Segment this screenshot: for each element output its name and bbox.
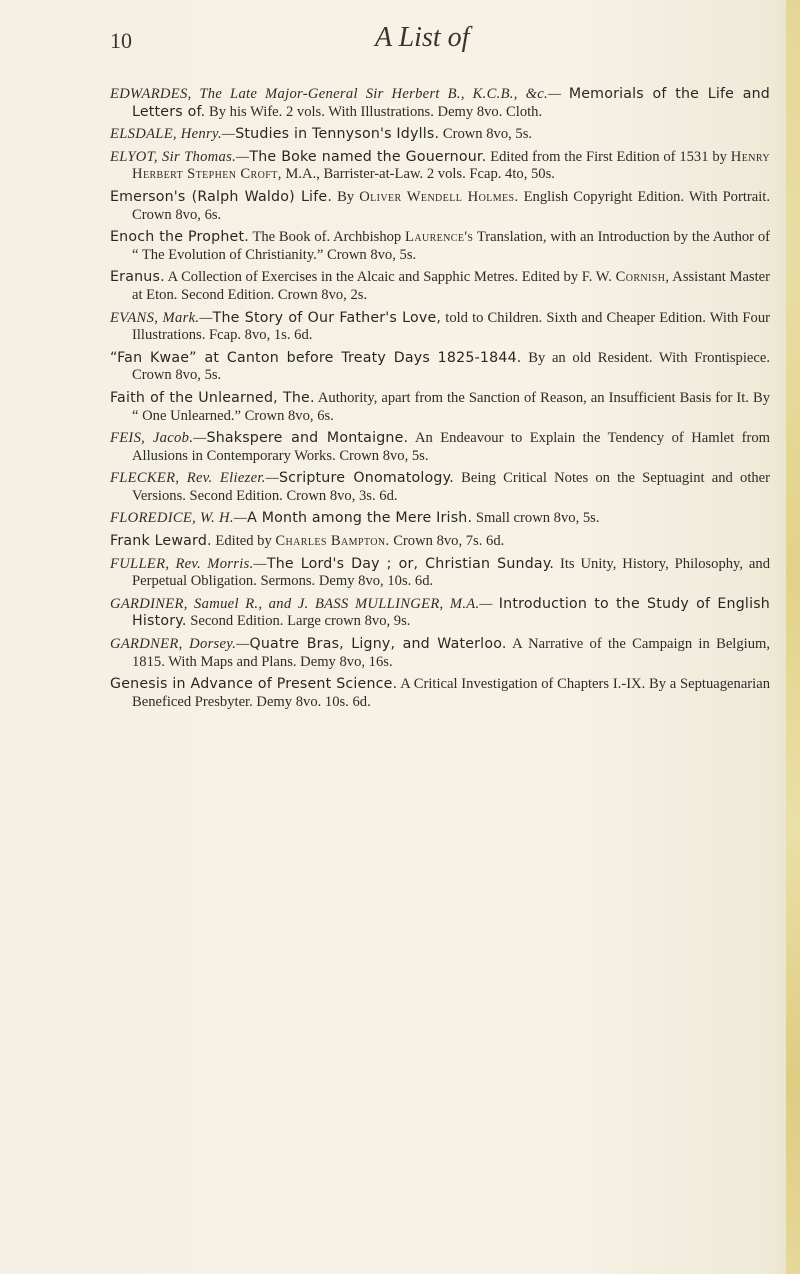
catalogue-entry [110, 676, 770, 711]
entry-title: Genesis in Advance of Present Science. [110, 676, 398, 693]
catalogue-entry [110, 189, 770, 224]
entry-title: Eranus. [110, 269, 165, 286]
entry-author: FLECKER, Rev. Eliezer.— [110, 470, 279, 487]
entry-editor: Charles Bampton. [275, 533, 390, 550]
running-title: A List of [375, 22, 470, 53]
entry-details: Crown 8vo, 5s. [442, 126, 533, 143]
catalogue-entry [110, 636, 770, 671]
entry-details: A Collection of Exercises in the Alcaic and Sapphic Metres. Edited by F. W. [167, 269, 612, 286]
entry-details: By his Wife. 2 vols. With Illustrations. Demy 8vo. Cloth. [208, 103, 543, 120]
entry-title: Emerson's (Ralph Waldo) Life. [110, 188, 333, 205]
entry-title: Memorials of the Life and Letters of. [132, 86, 771, 120]
catalogue-entry [110, 149, 770, 184]
entry-title: Faith of the Unlearned, The. [110, 389, 315, 406]
entry-title: Introduction to the Study of English History. [132, 595, 770, 630]
entry-author: FEIS, Jacob.— [110, 430, 207, 447]
entry-title: Enoch the Prophet. [110, 229, 249, 246]
entry-editor: Laurence's [405, 229, 474, 246]
entry-title: The Lord's Day ; or, Christian Sunday. [266, 555, 555, 572]
entry-title: The Story of Our Father's Love, [212, 309, 442, 326]
catalogue-entry [110, 126, 770, 144]
catalogue-entry [110, 269, 770, 304]
entry-details-more: Crown 8vo, 7s. 6d. [393, 533, 505, 550]
entry-author: ELSDALE, Henry.— [110, 126, 236, 143]
catalogue-entry [110, 86, 770, 121]
page-edge [786, 0, 800, 1274]
entry-details-more: Assistant Master at Eton. Second Edition. Crown 8vo, 2s. [132, 269, 770, 303]
catalogue-entry [110, 533, 770, 551]
entry-details: told to Children. Sixth and Cheaper Edition. With Four Illustrations. Fcap. 8vo, 1s. 6d. [132, 309, 770, 344]
entry-author: FULLER, Rev. Morris.— [110, 555, 267, 572]
catalogue-entry [110, 350, 770, 385]
page-number: 10 [110, 28, 132, 53]
entry-title: Quatre Bras, Ligny, and Waterloo. [249, 636, 507, 653]
catalogue-entry [110, 510, 770, 528]
catalogue-entry [110, 310, 770, 345]
entry-author: GARDNER, Dorsey.— [110, 636, 250, 653]
entry-author: EVANS, Mark.— [110, 309, 213, 326]
catalogue-entry [110, 596, 770, 631]
entry-details-more: English Copyright Edition. With Portrait. Crown 8vo, 6s. [132, 188, 770, 223]
entry-title: Scripture Onomatology. [278, 470, 454, 487]
entry-details-more: M.A., Barrister-at-Law. 2 vols. Fcap. 4to, 50s. [285, 166, 555, 183]
entry-details: Being Critical Notes on the Septuagint and other Versions. Second Edition. Crown 8vo, 3s. 6d. [132, 470, 771, 504]
entry-details: Second Edition. Large crown 8vo, 9s. [190, 613, 411, 630]
entry-author: EDWARDES, The Late Major-General Sir Herbert B., K.C.B., &c.— [110, 86, 562, 102]
entry-editor: Cornish, [615, 269, 670, 286]
entry-details: The Book of. Archbishop [252, 229, 402, 246]
entry-details-more: Translation, with an Introduction by the Author of “ The Evolution of Christianity.” Crown 8vo, 5s. [132, 229, 770, 263]
catalogue-entries [110, 86, 770, 716]
catalogue-entry [110, 390, 770, 425]
page-header [0, 22, 800, 58]
entry-details: Edited by [215, 533, 272, 550]
entry-title: Frank Leward. [110, 533, 212, 550]
entry-title: Shakspere and Montaigne. [206, 430, 409, 447]
entry-details: Authority, apart from the Sanction of Reason, an Insufficient Basis for It. By “ One Unlearned.” Crown 8vo, 6s. [132, 389, 770, 424]
entry-details: Small crown 8vo, 5s. [475, 510, 600, 527]
entry-title: Studies in Tennyson's Idylls. [235, 126, 440, 143]
catalogue-entry [110, 556, 770, 591]
entry-author: GARDINER, Samuel R., and J. BASS MULLINGER, M.A.— [110, 595, 493, 612]
entry-details: A Narrative of the Campaign in Belgium, 1815. With Maps and Plans. Demy 8vo, 16s. [132, 636, 770, 670]
entry-details: An Endeavour to Explain the Tendency of Hamlet from Allusions in Contemporary Works. Crown 8vo, 5s. [132, 430, 771, 464]
entry-author: ELYOT, Sir Thomas.— [110, 148, 250, 165]
entry-details: Its Unity, History, Philosophy, and Perpetual Obligation. Sermons. Demy 8vo, 10s. 6d. [132, 555, 771, 590]
entry-editor: Henry Herbert Stephen Croft, [132, 148, 771, 183]
entry-details: By [337, 188, 355, 205]
entry-title: The Boke named the Gouernour. [249, 148, 487, 165]
entry-details: A Critical Investigation of Chapters I.-IX. By a Septuagenarian Beneficed Presbyter. Demy 8vo. 10s. 6d. [132, 676, 770, 710]
entry-title: A Month among the Mere Irish. [247, 510, 473, 527]
entry-author: FLOREDICE, W. H.— [110, 510, 248, 527]
entry-editor: Oliver Wendell Holmes. [359, 188, 519, 205]
catalogue-entry [110, 430, 770, 465]
entry-details: Edited from the First Edition of 1531 by [490, 148, 727, 165]
catalogue-entry [110, 470, 770, 505]
entry-title: “Fan Kwae” at Canton before Treaty Days 1825-1844. [110, 349, 522, 366]
entry-details: By an old Resident. With Frontispiece. Crown 8vo, 5s. [132, 349, 770, 384]
catalogue-entry [110, 229, 770, 264]
